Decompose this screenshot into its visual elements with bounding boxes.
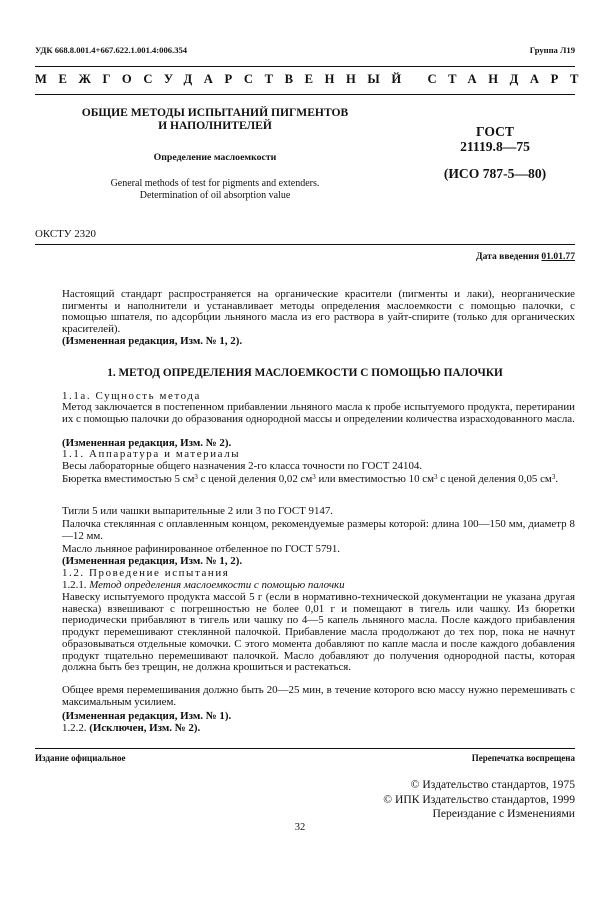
copyright-1999: © ИПК Издательство стандартов, 1999 [383,792,575,806]
oksty-code: ОКСТУ 2320 [35,228,96,240]
title-line-1: ОБЩИЕ МЕТОДЫ ИСПЫТАНИЙ ПИГМЕНТОВ [81,106,349,119]
standard-number-block [420,124,570,154]
oksty-rule [35,244,575,245]
s1-2-1-title-text: Метод определения маслоемкости с помощью палочки [89,579,345,591]
intro-date-label: Дата введения [475,251,540,262]
english-title-line-1: General methods of test for pigments and extenders. [110,178,320,189]
s1-2-1-title [62,580,575,592]
s1-2-1-text: Навеску испытуемого продукта массой 5 г (если в нормативно-технической документации не указана другая навеска) взвешивают с погрешностью не более 0,01 г и помещают в тигель или чашку. Из бюретки периодически прибавляют в тигель или чашку по 4—5 капель льняного масла. После каждого прибавления продукт перемешивают стеклянной палочкой. Прибавление масла продолжают до тех пор, пока не начнут образовываться отдельные комочки. С этого момента добавляют по капле масла и после каждого добавления продукт тщательно перемешивают палочкой. Масло добавляют до получения однородной пасты, которая должна быть без трещин, не должна крошиться и растекаться. [62,591,575,674]
band-rule [35,94,575,95]
english-title-line-2: Determination of oil absorption value [139,190,291,201]
band-title: МЕЖГОСУДАРСТВЕННЫЙ СТАНДАРТ [35,72,591,86]
s1-1-heading: 1.1. Аппаратура и материалы [62,448,241,460]
gost-label: ГОСТ [476,124,514,139]
burette-line: Бюретка вместимостью 5 $см^3$ с ценой деления 0,02 $см^3$ или вместимостью 10 $см^3$ с ценой деления 0,05 $см^3$. [62,473,559,485]
section-1-title: 1. МЕТОД ОПРЕДЕЛЕНИЯ МАСЛОЕМКОСТИ С ПОМОЩЬЮ ПАЛОЧКИ [107,367,503,379]
scales-line: Весы лабораторные общего назначения 2-го класса точности по ГОСТ 24104. [62,460,423,472]
intro-edit-note: (Измененная редакция, Изм. № 1, 2). [62,335,243,347]
crucibles-line: Тигли 5 или чашки выпарительные 2 или 3 по ГОСТ 9147. [62,505,334,517]
s1-1-edit-note: (Измененная редакция, Изм. № 1, 2). [62,555,243,567]
reprint-prohibited: Перепечатка воспрещена [471,753,575,763]
title-line-2: И НАПОЛНИТЕЛЕЙ [158,119,272,132]
oil-line: Масло льняное рафинированное отбеленное по ГОСТ 5791. [62,543,341,555]
s1-2-heading: 1.2. Проведение испытания [62,567,230,579]
stick-line: Палочка стеклянная с оплавленным концом, рекомендуемые размеры которой: длина 100—150 мм, диаметр 8—12 мм. [62,518,575,542]
title-block [35,106,395,132]
total-time-text: Общее время перемешивания должно быть 20—25 мин, в течение которого всю массу нужно перемешивать с максимальным усилием. [62,684,575,708]
copyright-block [383,778,575,822]
intro-paragraph: Настоящий стандарт распространяется на органические красители (пигменты и лаки), неорганические пигменты и наполнители и устанавливает методы определения маслоемкости с помощью палочки, с помощью шпателя, по адсорбции льняного масла из его раствора в уайт-спирите (только для органических красителей). [62,288,575,335]
s1-1a-text: Метод заключается в постепенном прибавлении льняного масла к пробе испытуемого продукта, перетирании их с помощью палочки до образования однородной массы и определении количества израсходованного масла. [62,401,575,425]
subtitle: Определение маслоемкости [153,152,277,163]
s1-2-1-number: 1.2.1. [62,579,87,591]
iso-number: (ИСО 787-5—80) [443,166,547,181]
udk-code: УДК 668.8.001.4+667.622.1.001.4:006.354 [35,45,188,55]
s1-1a-edit-note: (Измененная редакция, Изм. № 2). [62,437,232,449]
gost-number: 21119.8—75 [460,139,530,154]
s1-2-2-line [62,723,575,735]
copyright-1975: © Издательство стандартов, 1975 [410,778,575,791]
intro-date-value: 01.01.77 [541,251,575,262]
s1-2-2-number: 1.2.2. [62,722,87,734]
group-code: Группа Л19 [529,45,575,55]
intro-date [476,251,575,262]
footer-rule [35,748,575,749]
s1-1a-heading: 1.1а. Сущность метода [62,390,201,402]
official-edition: Издание официальное [35,753,126,763]
english-title [35,178,395,202]
s1-2-2-text: (Исключен, Изм. № 2). [89,722,201,734]
page-number: 32 [294,822,306,833]
reissue-note: Переиздание с Изменениями [432,807,575,820]
top-rule [35,66,575,67]
s1-2-edit-note: (Измененная редакция, Изм. № 1). [62,710,232,722]
